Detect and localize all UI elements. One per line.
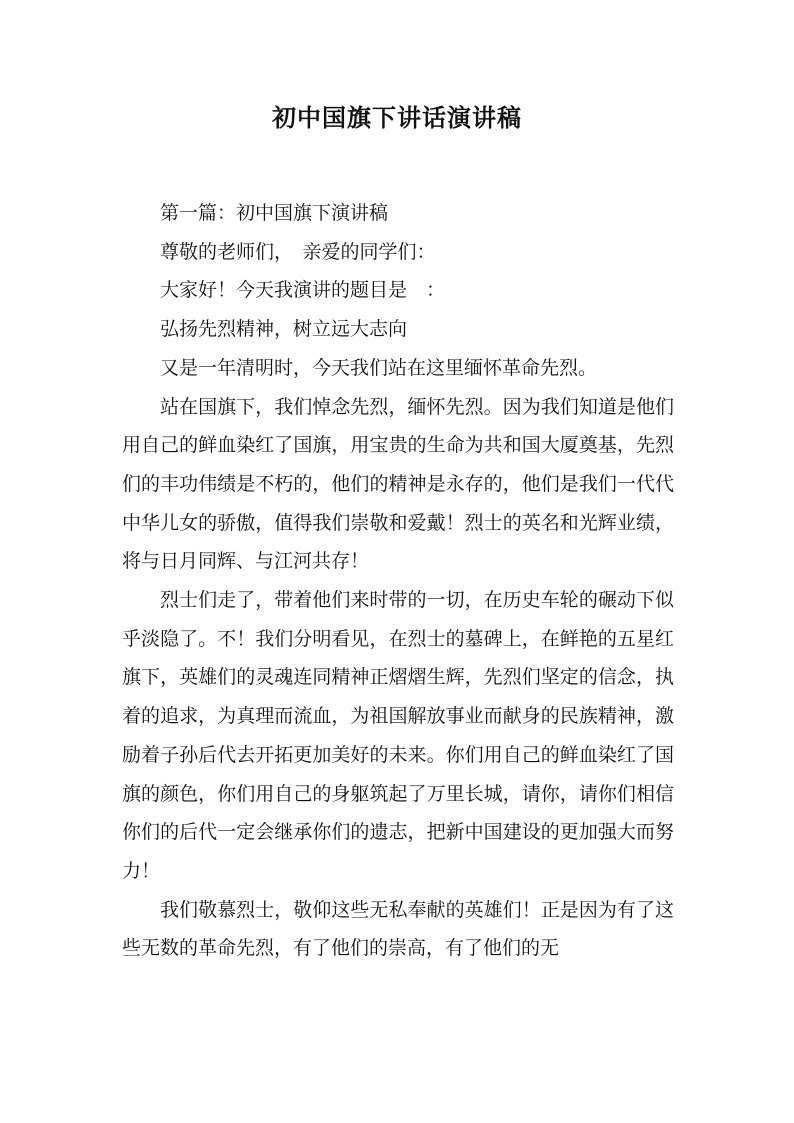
paragraph-body: 又是一年清明时，今天我们站在这里缅怀革命先烈。 — [160, 356, 598, 379]
paragraph-body: 我们敬慕烈士，敬仰这些无私奉献的英雄们！正是因为有了这些无数的革命先烈，有了他们的崇高，有了他们的无 — [122, 898, 674, 960]
document-body — [122, 194, 674, 968]
paragraph-greeting: 大家好！今天我演讲的题目是 ： — [160, 279, 446, 302]
paragraph-speech-topic: 弘扬先烈精神，树立远大志向 — [160, 318, 408, 341]
paragraph-body: 烈士们走了，带着他们来时带的一切，在历史车轮的碾动下似乎淡隐了。不！我们分明看见，在烈士的墓碑上，在鲜艳的五星红旗下，英雄们的灵魂连同精神正熠熠生辉，先烈们坚定的信念，执着的追求，为真理而流血，为祖国解放事业而献身的民族精神，激励着子孙后代去开拓更加美好的未来。你们用自己的鲜血染红了国旗的颜色，你们用自己的身躯筑起了万里长城，请你，请你们相信你们的后代一定会继承你们的遗志，把新中国建设的更加强大而努力！ — [122, 589, 674, 882]
paragraph-salutation: 尊敬的老师们， 亲爱的同学们： — [160, 240, 436, 263]
paragraph-body: 站在国旗下，我们悼念先烈，缅怀先烈。因为我们知道是他们用自己的鲜血染红了国旗，用宝贵的生命为共和国大厦奠基，先烈们的丰功伟绩是不朽的，他们的精神是永存的，他们是我们一代代中华儿女的骄傲，值得我们崇敬和爱戴！烈士的英名和光辉业绩，将与日月同辉、与江河共存！ — [122, 395, 674, 573]
document-title: 初中国旗下讲话演讲稿 — [272, 104, 522, 132]
paragraph-section-heading: 第一篇：初中国旗下演讲稿 — [160, 202, 389, 224]
